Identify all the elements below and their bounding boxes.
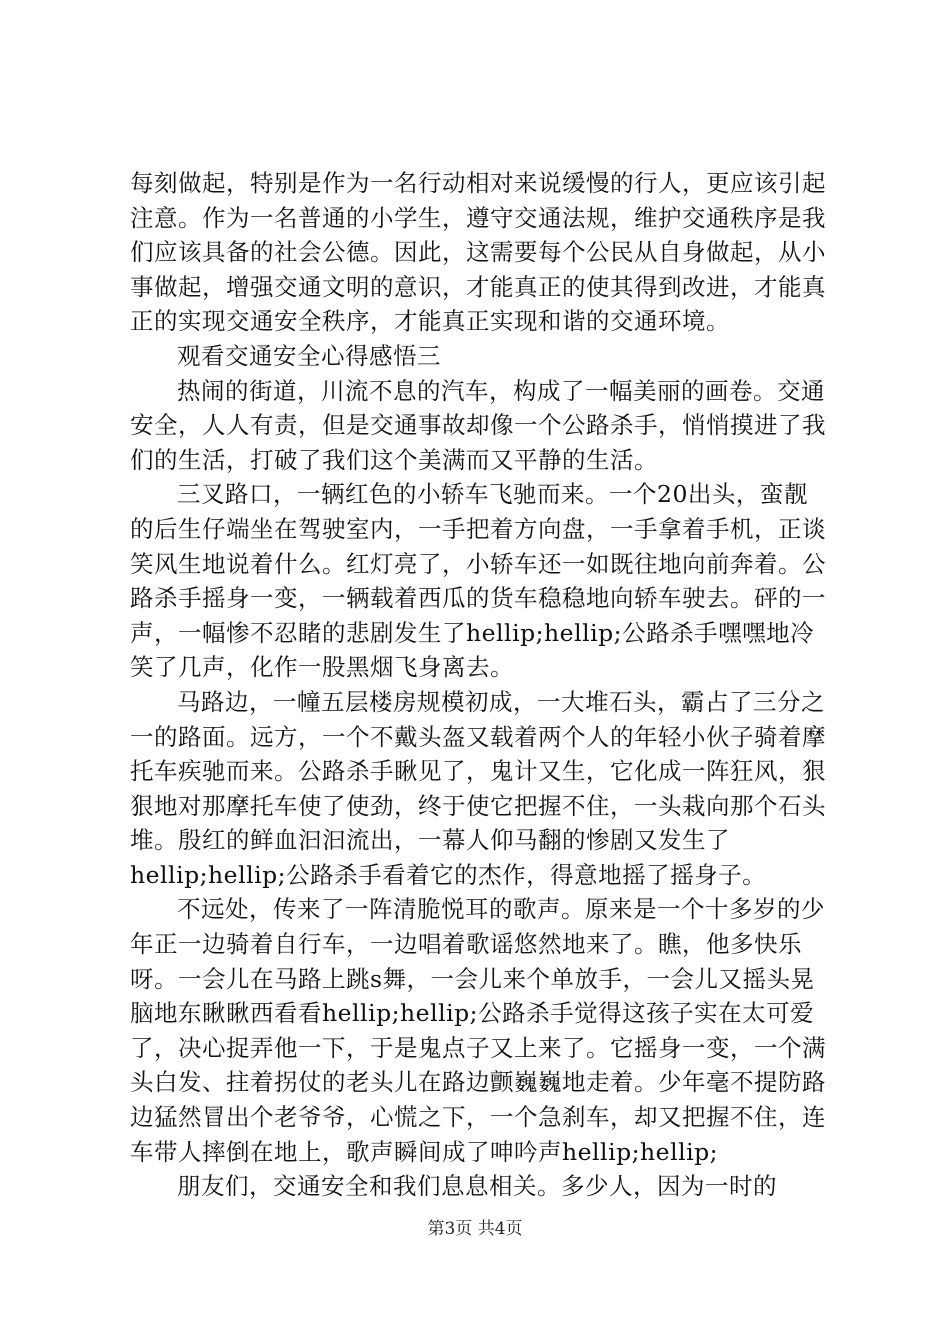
paragraph: 热闹的街道，川流不息的汽车，构成了一幅美丽的画卷。交通安全，人人有责，但是交通事故却像一个公路杀手，悄悄摸进了我们的生活，打破了我们这个美满而又平静的生活。 bbox=[130, 376, 826, 474]
paragraph: 马路边，一幢五层楼房规模初成，一大堆石头，霸占了三分之一的路面。远方，一个不戴头盔又载着两个人的年轻小伙子骑着摩托车疾驰而来。公路杀手瞅见了，鬼计又生，它化成一阵狂风，狠狠地对那摩托车使了使劲，终于使它把握不住，一头栽向那个石头堆。殷红的鲜血汩汩流出，一幕人仰马翻的惨剧又发生了hellip;hellip;公路杀手看着它的杰作，得意地摇了摇身子。 bbox=[130, 687, 826, 889]
page-footer: 第3页 共4页 bbox=[427, 1219, 523, 1239]
paragraph: 不远处，传来了一阵清脆悦耳的歌声。原来是一个十多岁的少年正一边骑着自行车，一边唱着歌谣悠然地来了。瞧，他多快乐呀。一会儿在马路上跳s舞，一会儿来个单放手，一会儿又摇头晃脑地东瞅瞅西看看hellip;hellip;公路杀手觉得这孩子实在太可爱了，决心捉弄他一下，于是鬼点子又上来了。它摇身一变，一个满头白发、拄着拐仗的老头儿在路边颤巍巍地走着。少年毫不提防路边猛然冒出个老爷爷，心慌之下，一个急刹车，却又把握不住，连车带人摔倒在地上，歌声瞬间成了呻吟声hellip;hellip; bbox=[130, 895, 826, 1166]
section-heading: 观看交通安全心得感悟三 bbox=[177, 341, 441, 370]
paragraph-continuation: 每刻做起，特别是作为一名行动相对来说缓慢的行人，更应该引起注意。作为一名普通的小学生，遵守交通法规，维护交通秩序是我们应该具备的社会公德。因此，这需要每个公民从自身做起，从小事做起，增强交通文明的意识，才能真正的使其得到改进，才能真正的实现交通安全秩序，才能真正实现和谐的交通环境。 bbox=[130, 169, 826, 336]
paragraph: 三叉路口，一辆红色的小轿车飞驰而来。一个20出头，蛮靓的后生仔端坐在驾驶室内，一手把着方向盘，一手拿着手机，正谈笑风生地说着什么。红灯亮了，小轿车还一如既往地向前奔着。公路杀手摇身一变，一辆载着西瓜的货车稳稳地向轿车驶去。砰的一声，一幅惨不忍睹的悲剧发生了hellip;hellip;公路杀手嘿嘿地冷笑了几声，化作一股黑烟飞身离去。 bbox=[130, 480, 826, 682]
document-body bbox=[130, 166, 830, 1204]
paragraph: 朋友们，交通安全和我们息息相关。多少人，因为一时的 bbox=[177, 1172, 777, 1201]
